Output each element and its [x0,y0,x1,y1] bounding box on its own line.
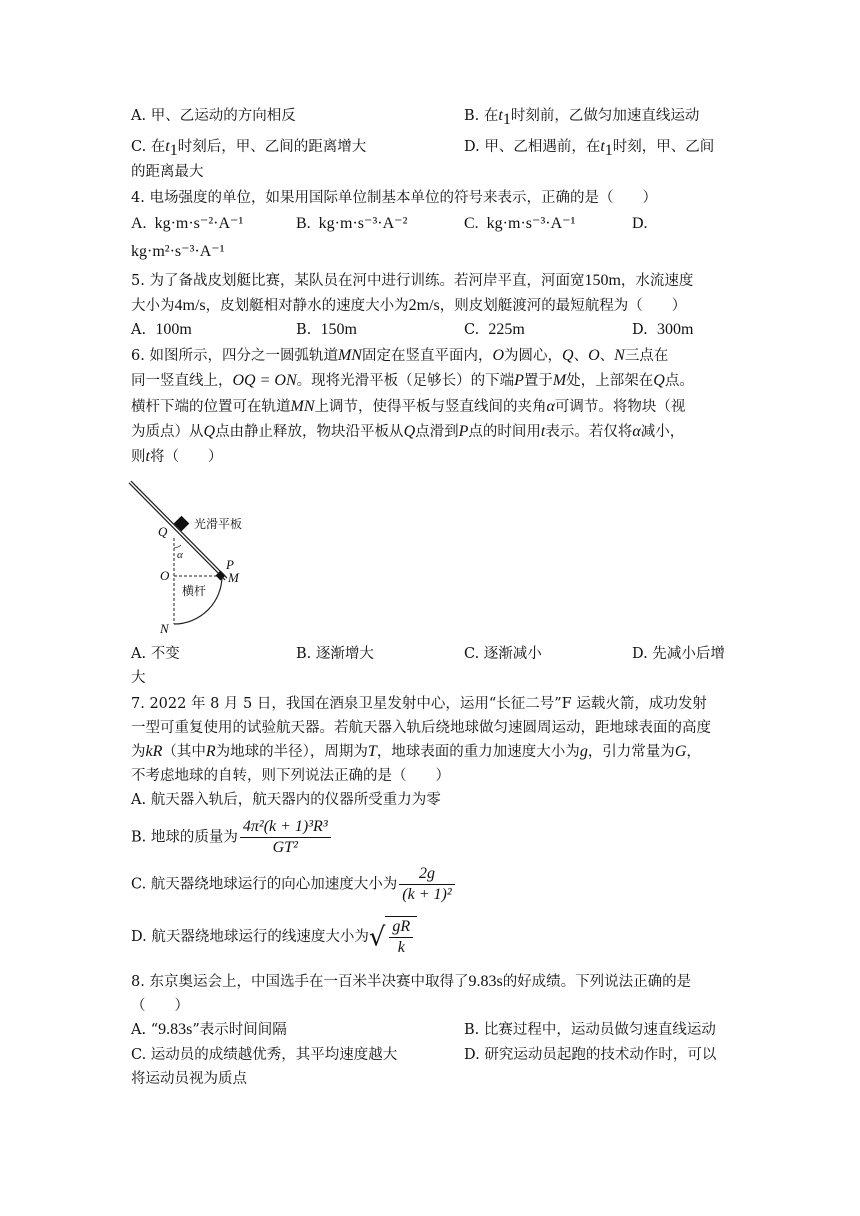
q4-option-d: D. [632,215,648,232]
label-q: Q [158,524,168,539]
q3-option-b: B. 在$t_1$时刻前，乙做匀加速直线运动 [464,107,700,128]
q4-option-d-expr: kg·m²·s⁻³·A⁻¹ [131,243,225,260]
q8-line2: （ ） [131,998,189,1014]
q7-option-d-sqrt: √ $\frac{gR}{k}$ [369,916,417,958]
q4-option-c: C. kg·m·s⁻³·A⁻¹ [464,215,576,232]
label-m: M [228,570,239,585]
q8-option-c: C. 运动员的成绩越优秀，其平均速度越大 [131,1047,398,1063]
q6-line1: 6. 如图所示，四分之一圆弧轨道MN固定在竖直平面内，O为圆心，Q、O、N三点在 [131,347,669,364]
q5-option-b: B. 150m [296,321,357,338]
q4-option-a: A. kg·m·s⁻²·A⁻¹ [131,215,244,232]
q6-option-a: A. 不变 [131,646,180,662]
label-p: P [226,557,234,572]
q8-option-a: A. “9.83s”表示时间间隔 [131,1021,287,1038]
q7-option-c: C. 航天器绕地球运行的向心加速度大小为 $\frac{2g}{\text{(k + 1)²}}$ [131,864,457,905]
q6-option-c: C. 逐渐减小 [464,646,542,662]
q7-line2: 一型可重复使用的试验航天器。若航天器入轨后绕地球做匀速圆周运动，距地球表面的高度 [131,720,711,736]
q5-option-c: C. 225m [464,321,525,338]
q5-option-d: D. 300m [632,321,694,338]
q8-option-b: B. 比赛过程中，运动员做匀速直线运动 [464,1022,716,1038]
q3-option-c: C. 在$t_1$时刻后，甲、乙间的距离增大 [131,138,367,159]
q6-line4: 为质点）从Q点由静止释放，物块沿平板从Q点滑到P点的时间用t表示。若仅将α减小， [131,423,685,440]
q8-line1: 8. 东京奥运会上，中国选手在一百米半决赛中取得了9.83s的好成绩。下列说法正确的是 [131,973,692,990]
q3-option-d-cont: 的距离最大 [131,164,204,180]
q7-option-c-fraction: $\frac{2g}{\text{(k + 1)²}}$ [399,864,454,905]
q6-option-d: D. 先减小后增 [632,646,725,662]
q7-option-b-fraction: $\frac{\text{4π²(k + 1)³R³}}{\text{GT²}}$ [240,817,331,858]
q7-option-d: D. 航天器绕地球运行的线速度大小为√ $\frac{gR}{k}$ [131,916,417,958]
label-alpha: α [177,549,183,561]
q5-line2: 大小为4m/s，皮划艇相对静水的速度大小为2m/s，则皮划艇渡河的最短航程为（ ） [131,297,687,314]
q6-option-d-cont: 大 [131,670,146,686]
label-o: O [160,568,170,583]
q6-line2: 同一竖直线上，OQ = ON。现将光滑平板（足够长）的下端P置于M处，上部架在Q点。 [131,372,694,389]
q7-line1: 7. 2022 年 8 月 5 日，我国在酒泉卫星发射中心，运用“长征二号”F 运载火箭，成功发射 [131,696,707,712]
q7-line4: 不考虑地球的自转，则下列说法正确的是（ ） [131,768,450,784]
q5-line1: 5. 为了备战皮划艇比赛，某队员在河中进行训练。若河岸平直，河面宽150m，水流速度 [131,272,694,289]
angle-arc [174,545,181,548]
q5-option-a: A. 100m [131,321,192,338]
q7-option-a: A. 航天器入轨后，航天器内的仪器所受重力为零 [131,792,441,808]
label-n: N [160,621,169,636]
q7-line3: 为kR（其中R为地球的半径），周期为T，地球表面的重力加速度大小为g，引力常量为G， [131,743,701,760]
label-plate: 光滑平板 [194,517,243,531]
q6-line3: 横杆下端的位置可在轨道MN上调节，使得平板与竖直线间的夹角α可调节。将物块（视 [131,398,686,415]
q4-stem: 4. 电场强度的单位，如果用国际单位制基本单位的符号来表示，正确的是（ ） [131,190,657,206]
q8-option-d-cont: 将运动员视为质点 [131,1071,247,1087]
q6-line5: 则t将（ ） [131,448,223,465]
q6-option-b: B. 逐渐增大 [296,646,374,662]
q7-option-b: B. 地球的质量为 $\frac{\text{4π²(k + 1)³R³}}{\text{GT²}}$ [131,817,333,858]
q8-option-d: D. 研究运动员起跑的技术动作时，可以 [464,1047,717,1063]
q6-figure [128,478,250,638]
q3-option-a: A. 甲、乙运动的方向相反 [131,108,296,124]
q3-option-d: D. 甲、乙相遇前，在$t_1$时刻，甲、乙间 [464,138,715,159]
q4-option-b: B. kg·m·s⁻³·A⁻² [296,215,408,232]
label-bar: 横杆 [182,584,207,598]
